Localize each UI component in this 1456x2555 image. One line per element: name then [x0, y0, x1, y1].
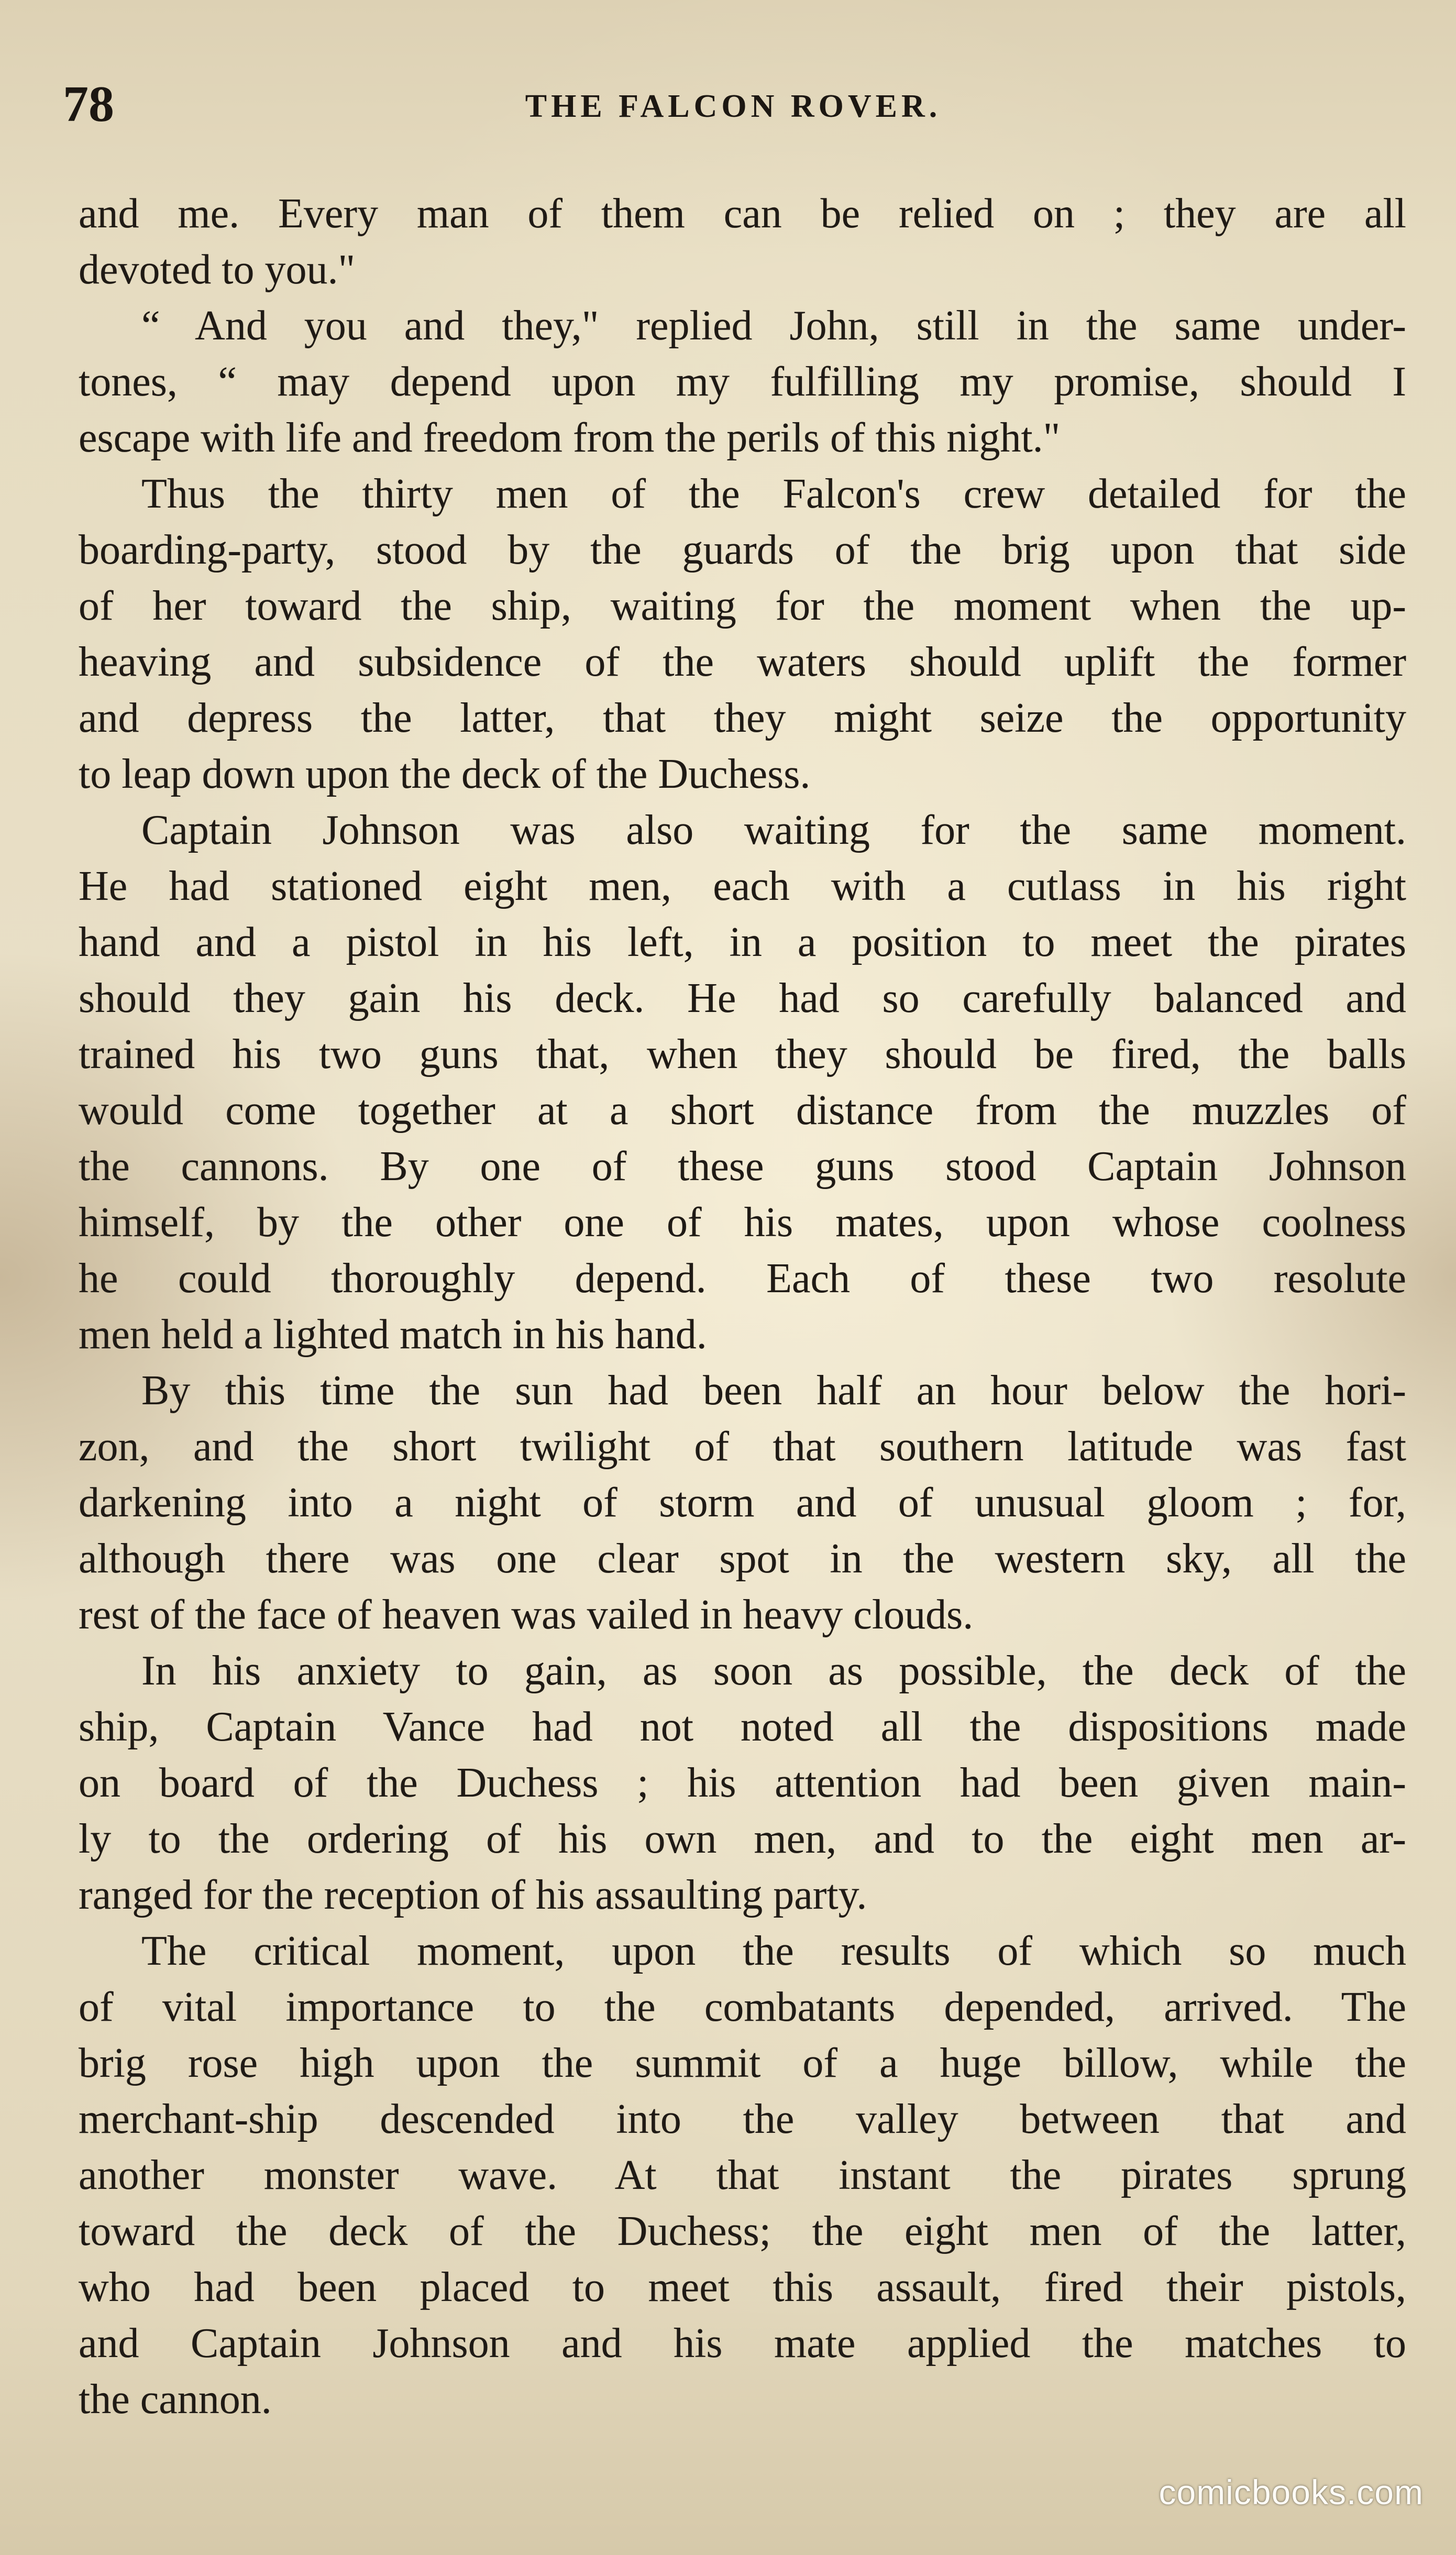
text-line: ranged for the reception of his assaulting party. [79, 1872, 867, 1918]
text-line: Captain Johnson was also waiting for the same moment. [141, 807, 1406, 853]
text-line: himself, by the other one of his mates, upon whose coolness [79, 1199, 1406, 1246]
paragraph [79, 466, 1406, 802]
text-line: boarding-party, stood by the guards of the brig upon that side [79, 527, 1406, 573]
text-line: although there was one clear spot in the western sky, all the [79, 1536, 1406, 1582]
text-line: ship, Captain Vance had not noted all the dispositions made [79, 1704, 1406, 1750]
text-line: rest of the face of heaven was vailed in heavy clouds. [79, 1592, 974, 1638]
paragraph [79, 1363, 1406, 1643]
text-line: trained his two guns that, when they should be fired, the balls [79, 1031, 1406, 1077]
text-line: the cannon. [79, 2376, 272, 2422]
text-line: who had been placed to meet this assault, fired their pistols, [79, 2264, 1406, 2310]
paragraph [79, 1923, 1406, 2428]
text-line: of vital importance to the combatants depended, arrived. The [79, 1984, 1406, 2030]
text-line: The critical moment, upon the results of which so much [141, 1928, 1406, 1974]
body-text [79, 186, 1406, 2428]
text-line: men held a lighted match in his hand. [79, 1312, 707, 1358]
paragraph [79, 186, 1406, 298]
text-line: and me. Every man of them can be relied on ; they are all [79, 191, 1406, 237]
text-line: he could thoroughly depend. Each of these two resolute [79, 1256, 1406, 1302]
text-line: heaving and subsidence of the waters should uplift the former [79, 639, 1406, 685]
paragraph [79, 298, 1406, 466]
text-line: the cannons. By one of these guns stood Captain Johnson [79, 1143, 1406, 1190]
text-line: to leap down upon the deck of the Duchess. [79, 751, 811, 797]
text-line: He had stationed eight men, each with a cutlass in his right [79, 863, 1406, 909]
text-line: brig rose high upon the summit of a huge billow, while the [79, 2040, 1406, 2086]
text-line: would come together at a short distance from the muzzles of [79, 1087, 1406, 1133]
text-line: ly to the ordering of his own men, and to the eight men ar- [79, 1816, 1406, 1862]
paragraph [79, 1643, 1406, 1923]
text-line: and Captain Johnson and his mate applied the matches to [79, 2320, 1406, 2366]
page-header [63, 76, 1404, 136]
text-line: “ And you and they," replied John, still in the same under- [141, 303, 1406, 349]
text-line: hand and a pistol in his left, in a position to meet the pirates [79, 919, 1406, 965]
text-line: By this time the sun had been half an hour below the hori- [141, 1368, 1406, 1414]
text-line: toward the deck of the Duchess; the eight men of the latter, [79, 2208, 1406, 2254]
running-title: THE FALCON ROVER. [525, 89, 942, 124]
text-line: another monster wave. At that instant the pirates sprung [79, 2152, 1406, 2198]
watermark: comicbooks.com [1159, 2473, 1424, 2512]
text-line: and depress the latter, that they might seize the opportunity [79, 695, 1406, 741]
text-line: on board of the Duchess ; his attention had been given main- [79, 1760, 1406, 1806]
text-line: should they gain his deck. He had so carefully balanced and [79, 975, 1406, 1021]
text-line: of her toward the ship, waiting for the moment when the up- [79, 583, 1406, 629]
text-line: merchant-ship descended into the valley between that and [79, 2096, 1406, 2142]
text-line: In his anxiety to gain, as soon as possible, the deck of the [141, 1648, 1406, 1694]
text-line: escape with life and freedom from the perils of this night." [79, 415, 1061, 461]
text-line: Thus the thirty men of the Falcon's crew detailed for the [141, 471, 1406, 517]
text-line: devoted to you." [79, 247, 356, 293]
text-line: zon, and the short twilight of that southern latitude was fast [79, 1424, 1406, 1470]
paragraph [79, 802, 1406, 1363]
text-line: darkening into a night of storm and of unusual gloom ; for, [79, 1480, 1406, 1526]
text-line: tones, “ may depend upon my fulfilling my promise, should I [79, 359, 1406, 405]
page-number: 78 [63, 76, 114, 133]
